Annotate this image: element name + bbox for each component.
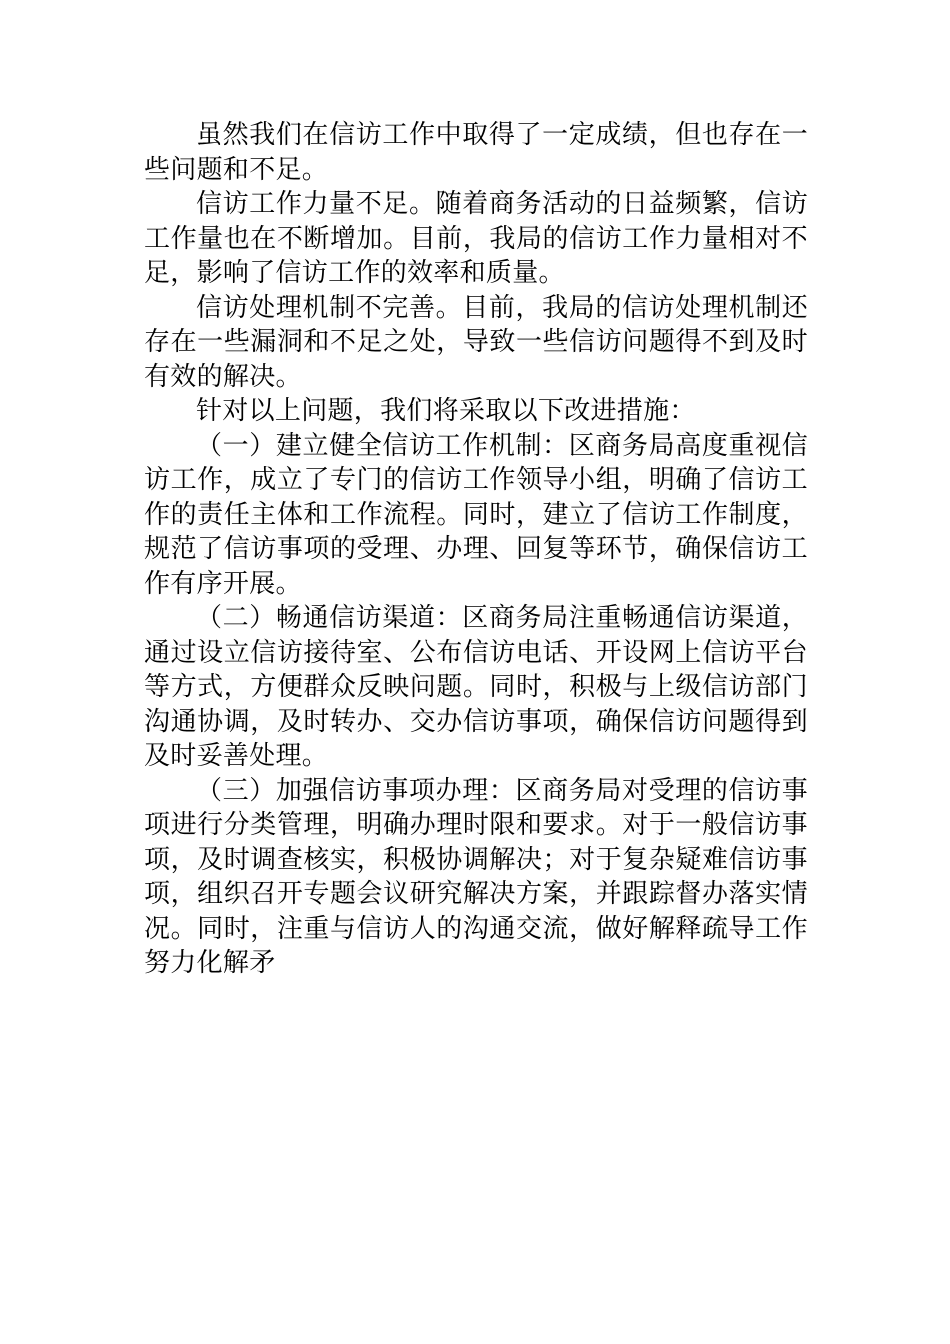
document-body [144, 118, 808, 981]
paragraph-measures-intro: 针对以上问题，我们将采取以下改进措施： [196, 396, 696, 426]
paragraph-mechanism-issue: 信访处理机制不完善。目前，我局的信访处理机制还存在一些漏洞和不足之处，导致一些信访问题得不到及时有效的解决。 [144, 292, 808, 392]
paragraph-staffing-issue: 信访工作力量不足。随着商务活动的日益频繁，信访工作量也在不断增加。目前，我局的信访工作力量相对不足，影响了信访工作的效率和质量。 [144, 189, 808, 288]
paragraph-measure-3: （三）加强信访事项办理：区商务局对受理的信访事项进行分类管理，明确办理时限和要求。对于一般信访事项，及时调查核实，积极协调解决；对于复杂疑难信访事项，组织召开专题会议研究解决方案，并跟踪督办落实情况。同时，注重与信访人的沟通交流，做好解释疏导工作努力化解矛 [144, 775, 808, 978]
paragraph-measure-2: （二）畅通信访渠道：区商务局注重畅通信访渠道，通过设立信访接待室、公布信访电话、开设网上信访平台等方式，方便群众反映问题。同时，积极与上级信访部门沟通协调，及时转办、交办信访事项，确保信访问题得到及时妥善处理。 [144, 603, 808, 771]
paragraph-measure-1: （一）建立健全信访工作机制：区商务局高度重视信访工作，成立了专门的信访工作领导小组，明确了信访工作的责任主体和工作流程。同时，建立了信访工作制度，规范了信访事项的受理、办理、回复等环节，确保信访工作有序开展。 [144, 430, 808, 599]
paragraph-intro: 虽然我们在信访工作中取得了一定成绩，但也存在一些问题和不足。 [144, 120, 808, 185]
